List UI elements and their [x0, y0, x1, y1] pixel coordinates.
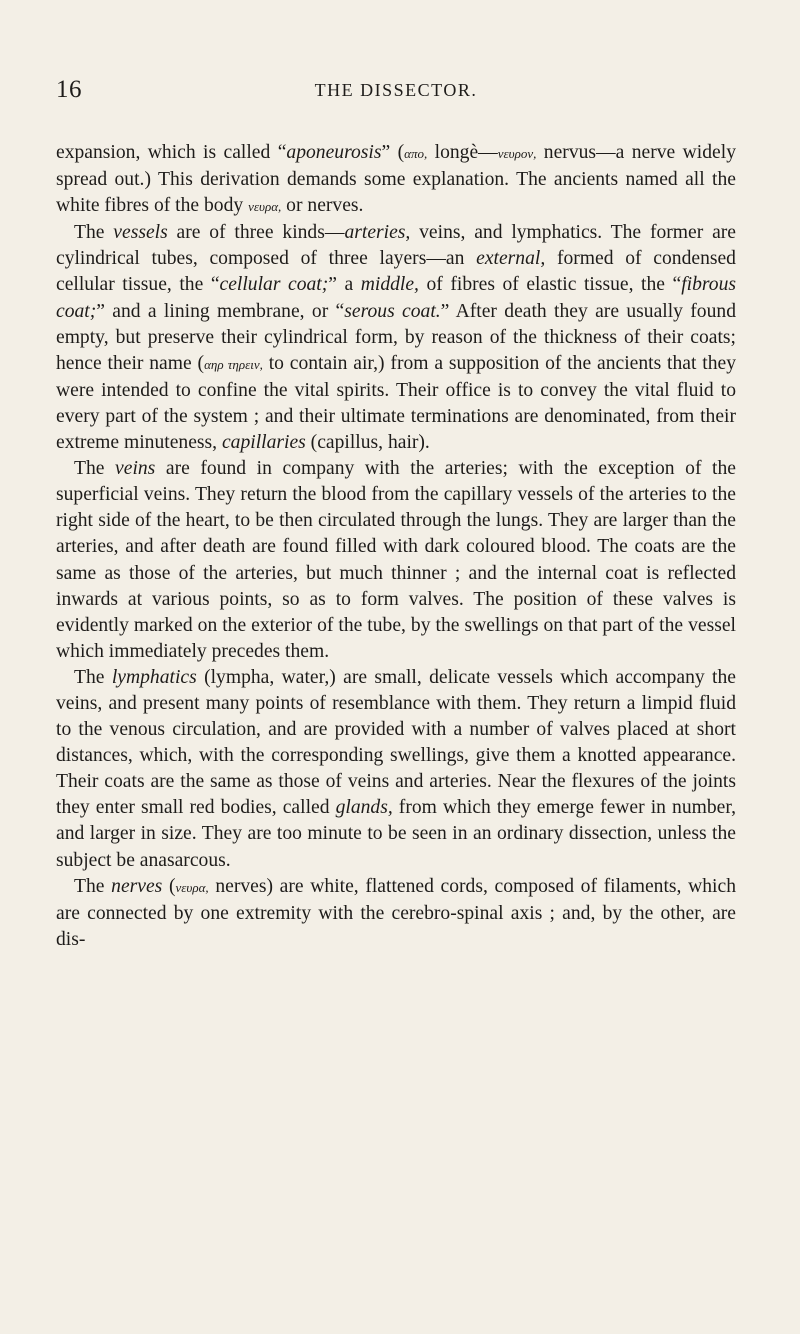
text-run: nerves) are white, flattened cords, composed of filaments, which are connected by one extremity with the cerebro-spinal axis ; and, by the other, are dis-	[56, 875, 736, 950]
greek-word: απο,	[404, 146, 428, 161]
italic-term: external,	[476, 248, 546, 270]
text-run: formed of condensed cellular tissue, the “	[56, 248, 736, 296]
paragraph	[56, 665, 736, 874]
text-run: longè—	[427, 142, 498, 163]
italic-term: cellular coat;	[219, 274, 329, 296]
greek-word: νευρα,	[248, 199, 282, 215]
text-run: The	[74, 222, 114, 244]
text-run: expansion, which is called “	[56, 142, 287, 163]
greek-word: αηρ τηρειν,	[204, 356, 263, 372]
text-run: are of three kinds—	[167, 222, 345, 244]
running-head	[56, 76, 736, 106]
greek-word: νευρον,	[497, 146, 537, 161]
italic-term: glands,	[335, 797, 393, 819]
italic-term: middle,	[360, 274, 419, 296]
text-run: The	[74, 875, 112, 897]
text-run: from which they emerge fewer in number, and larger in size. They are too minute to be seen in an ordinary dissection, unless the subject be anasarcous.	[56, 797, 736, 871]
text-run: of fibres of elastic tissue, the “	[418, 274, 682, 296]
text-run: veins, and lymphatics. The former are cylindrical tubes, composed of three layers—an	[56, 222, 736, 270]
text-run: (lympha, water,) are small, delicate vessels which accompany the veins, and present many points of resemblance with them. They return a limpid fluid to the venous circulation, and are provided with a number of valves placed at short distances, which, with the corresponding swellings, give them a knotted appearance. Their coats are the same as those of veins and arteries. Near the flexures of the joints they enter small red bodies, called	[56, 666, 736, 819]
text-run: ” a	[328, 274, 361, 296]
text-run: ” (	[381, 142, 405, 163]
paragraph	[56, 220, 736, 456]
italic-term: fibrous coat;	[56, 274, 736, 322]
text-run: nervus—a nerve widely spread out.) This derivation demands some explanation. The ancients named all the white fibres of the body	[56, 142, 736, 217]
text-run: The	[74, 458, 116, 480]
italic-term: arteries,	[344, 222, 411, 244]
italic-term: nerves	[111, 875, 163, 897]
paragraph	[56, 874, 736, 953]
text-run: ” After death they are usually found empty, but preserve their cylindrical form, by reason of the thickness of their coats; hence their name (	[56, 300, 736, 374]
italic-term: lymphatics	[111, 666, 197, 688]
running-title: THE DISSECTOR.	[314, 80, 478, 100]
paragraph	[56, 140, 736, 220]
text-run: The	[74, 666, 112, 688]
italic-term: serous coat.	[344, 300, 441, 322]
text-run: to contain air,) from a supposition of the ancients that they were intended to confine the vital spirits. Their office is to convey the vital fluid to every part of the system ; and their ultimate terminations are denominated, from their extreme minuteness,	[56, 352, 736, 454]
text-run: (capillus, hair).	[305, 432, 430, 454]
italic-term: capillaries	[221, 432, 306, 454]
text-run: (	[162, 875, 176, 897]
body-text	[56, 140, 736, 953]
page-number: 16	[56, 76, 82, 103]
book-page	[56, 76, 736, 953]
text-run: or nerves.	[281, 195, 364, 217]
italic-term: vessels	[113, 222, 168, 244]
italic-term: aponeurosis	[286, 142, 382, 163]
italic-term: veins	[115, 458, 156, 480]
text-run: are found in company with the arteries; with the exception of the superficial veins. They return the blood from the capillary vessels of the arteries to the right side of the heart, to be then circulated through the lungs. They are larger than the arteries, and after death are found filled with dark coloured blood. The coats are the same as those of the arteries, but much thinner ; and the internal coat is reflected inwards at various points, so as to form valves. The position of these valves is evidently marked on the exterior of the tube, by the swellings on that part of the vessel which immediately precedes them.	[56, 458, 736, 662]
text-run: ” and a lining membrane, or “	[96, 300, 345, 322]
greek-word: νευρα,	[175, 879, 209, 895]
paragraph	[56, 456, 736, 665]
